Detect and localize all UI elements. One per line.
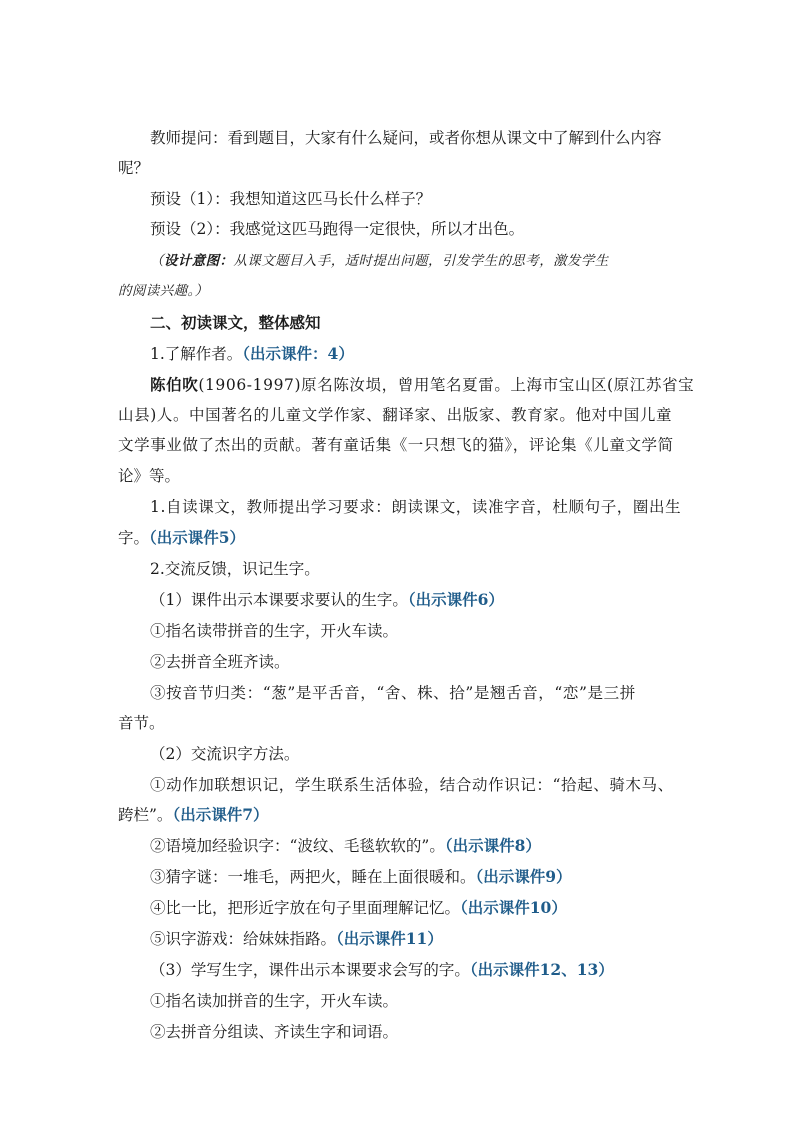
courseware-ref: （出示课件10）	[460, 898, 567, 917]
text: 论》等。	[118, 467, 181, 485]
courseware-ref: （出示课件12、13）	[469, 960, 614, 979]
method-compare	[150, 898, 567, 918]
method-context	[150, 836, 541, 856]
text: ④比一比，把形近字放在句子里面理解记忆。	[150, 899, 461, 917]
courseware-ref: （出示课件11）	[336, 929, 443, 948]
step-self-read-cont	[118, 528, 245, 548]
courseware-ref: （出示课件8）	[444, 836, 541, 855]
text: 2.交流反馈，识记生字。	[150, 560, 320, 578]
step-self-read	[150, 497, 681, 517]
item-syllable-group-cont	[118, 713, 165, 733]
write-group-read	[150, 1022, 398, 1042]
text: 文学事业做了杰出的贡献。著有童话集《一只想飞的猫》，评论集《儿童文学简	[118, 436, 674, 454]
text: （	[150, 253, 164, 269]
paragraph-teacher-question-cont	[118, 158, 149, 178]
text: 音节。	[118, 714, 165, 732]
text: ①指名读加拼音的生字，开火车读。	[150, 992, 399, 1010]
text: 山县)人。中国著名的儿童文学作家、翻译家、出版家、教育家。他对中国儿童	[118, 406, 673, 424]
substep-3	[150, 960, 614, 980]
author-bio-line-3	[118, 435, 674, 455]
author-bio-line-4	[118, 466, 180, 486]
method-game	[150, 929, 443, 949]
design-intent-label: 设计意图：	[163, 253, 234, 269]
step-exchange	[150, 559, 320, 579]
paragraph-preset-2	[150, 219, 524, 239]
text: 预设（2）：我感觉这匹马跑得一定很快，所以才出色。	[150, 220, 525, 238]
method-riddle	[150, 867, 572, 887]
text: （3）学写生字，课件出示本课要求会写的字。	[150, 961, 470, 979]
text: 1.了解作者。	[150, 345, 243, 363]
author-bio-line-2	[118, 405, 672, 425]
text: 字。	[118, 529, 150, 547]
courseware-ref: （出示课件5）	[149, 528, 246, 547]
text: ①动作加联想识记，学生联系生活体验，结合动作识记：“拾起、骑木马、	[150, 776, 674, 794]
design-intent-note-cont	[118, 281, 209, 301]
substep-1	[150, 590, 504, 610]
text: 教师提问：看到题目，大家有什么疑问，或者你想从课文中了解到什么内容	[150, 129, 662, 147]
text: 呢？	[118, 159, 150, 177]
text: 从课文题目入手，适时提出问题，引发学生的思考，激发学生	[233, 253, 609, 269]
text: ②语境加经验识字：“波纹、毛毯软软的”。	[150, 837, 445, 855]
step-know-author	[150, 344, 354, 364]
substep-2	[150, 744, 299, 764]
paragraph-preset-1	[150, 189, 431, 209]
author-name: 陈伯吹	[150, 375, 199, 394]
courseware-ref: （出示课件7）	[172, 805, 269, 824]
courseware-ref: （出示课件6）	[407, 590, 504, 609]
text: (1906-1997)原名陈汝埙，曾用笔名夏雷。上海市宝山区(原江苏省宝	[198, 376, 695, 394]
item-syllable-group	[150, 683, 636, 703]
item-read-pinyin	[150, 621, 398, 641]
text: ②去拼音全班齐读。	[150, 653, 290, 671]
text: （1）课件出示本课要求要认的生字。	[150, 591, 408, 609]
text: 的阅读兴趣。）	[118, 283, 209, 299]
design-intent-note	[150, 251, 609, 271]
method-action-cont	[118, 805, 268, 825]
text: 跨栏”。	[118, 806, 173, 824]
text: ③按音节归类：“葱”是平舌音，“舍、株、拾”是翘舌音，“恋”是三拼	[150, 684, 636, 702]
text: 预设（1）：我想知道这匹马长什么样子？	[150, 190, 432, 208]
courseware-ref: （出示课件：4）	[242, 344, 354, 363]
text: ①指名读带拼音的生字，开火车读。	[150, 622, 399, 640]
text: （2）交流识字方法。	[150, 745, 300, 763]
author-bio-line-1	[150, 375, 694, 395]
method-action	[150, 775, 674, 795]
text: ③猜字谜：一堆毛，两把火，睡在上面很暖和。	[150, 868, 476, 886]
text: 1.自读课文，教师提出学习要求：朗读课文，读准字音，杜顺句子，圈出生	[150, 498, 682, 516]
item-class-read	[150, 652, 290, 672]
text: ②去拼音分组读、齐读生字和词语。	[150, 1023, 399, 1041]
heading-text: 二、初读课文，整体感知	[150, 313, 321, 332]
text: ⑤识字游戏：给妹妹指路。	[150, 930, 337, 948]
paragraph-teacher-question	[150, 128, 662, 148]
write-read-pinyin	[150, 991, 398, 1011]
section-heading	[150, 313, 321, 333]
courseware-ref: （出示课件9）	[475, 867, 572, 886]
